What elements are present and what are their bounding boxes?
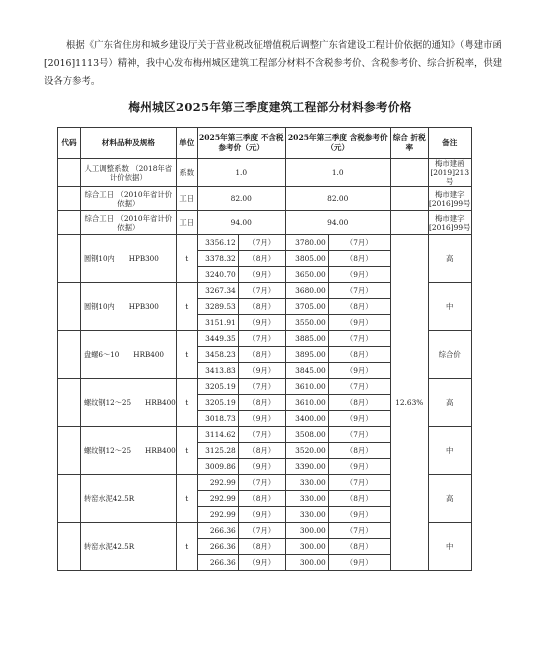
header-note: 备注 <box>428 128 471 159</box>
note-cell: 中 <box>428 427 471 475</box>
price-ex-tax-month: （7月） <box>238 235 285 251</box>
price-inc-tax-month: （8月） <box>328 491 390 507</box>
price-ex-tax-value: 292.99 <box>197 507 238 523</box>
price-inc-tax-value: 3610.00 <box>285 395 328 411</box>
code-cell <box>58 427 81 475</box>
price-inc-tax-value: 3550.00 <box>285 315 328 331</box>
price-inc-tax-month: （9月） <box>328 507 390 523</box>
rate-cell <box>390 159 428 187</box>
price-inc-tax-month: （7月） <box>328 331 390 347</box>
note-cell: 梅市建函 [2019]213号 <box>428 159 471 187</box>
price-inc-tax-cell: 1.0 <box>285 159 390 187</box>
note-cell: 高 <box>428 235 471 283</box>
rate-cell: 12.63% <box>390 235 428 571</box>
price-ex-tax-month: （8月） <box>238 539 285 555</box>
price-ex-tax-month: （7月） <box>238 283 285 299</box>
material-name-cell: 综合工日 （2010年省计价依据） <box>81 187 177 211</box>
rate-cell <box>390 211 428 235</box>
material-name: 转窑水泥42.5R <box>84 493 135 503</box>
material-name-cell <box>81 283 177 331</box>
price-inc-tax-value: 3508.00 <box>285 427 328 443</box>
intro-paragraph: 根据《广东省住房和城乡建设厅关于营业税改征增值税后调整广东省建设工程计价依据的通知》（粤建市函[2016]1113号）精神，我中心发布梅州城区建筑工程部分材料不含税参考价、含税参考价、综合折税率，供建设各方参考。 <box>44 40 503 87</box>
code-cell <box>58 523 81 571</box>
price-inc-tax-value: 330.00 <box>285 507 328 523</box>
price-inc-tax-month: （9月） <box>328 411 390 427</box>
price-ex-tax-value: 3151.91 <box>197 315 238 331</box>
price-inc-tax-cell: 82.00 <box>285 187 390 211</box>
rate-cell <box>390 187 428 211</box>
code-cell <box>58 211 81 235</box>
price-inc-tax-value: 3400.00 <box>285 411 328 427</box>
price-inc-tax-month: （7月） <box>328 523 390 539</box>
price-inc-tax-month: （8月） <box>328 539 390 555</box>
price-ex-tax-month: （7月） <box>238 523 285 539</box>
price-inc-tax-month: （8月） <box>328 347 390 363</box>
price-inc-tax-month: （8月） <box>328 251 390 267</box>
price-inc-tax-value: 3705.00 <box>285 299 328 315</box>
code-cell <box>58 283 81 331</box>
price-ex-tax-month: （8月） <box>238 299 285 315</box>
unit-cell: 工日 <box>176 211 197 235</box>
price-ex-tax-month: （9月） <box>238 459 285 475</box>
price-ex-tax-value: 3458.23 <box>197 347 238 363</box>
price-ex-tax-month: （9月） <box>238 411 285 427</box>
unit-cell: t <box>176 475 197 523</box>
price-inc-tax-month: （9月） <box>328 555 390 571</box>
header-price-inc-tax: 2025年第三季度 含税参考价（元） <box>285 128 390 159</box>
code-cell <box>58 187 81 211</box>
material-name: 螺纹钢12～25 <box>84 445 132 455</box>
material-grade: HRB400 <box>145 445 176 455</box>
price-ex-tax-value: 266.36 <box>197 555 238 571</box>
material-name-cell <box>81 379 177 427</box>
price-inc-tax-value: 330.00 <box>285 491 328 507</box>
price-inc-tax-value: 300.00 <box>285 539 328 555</box>
unit-cell: t <box>176 523 197 571</box>
unit-cell: t <box>176 331 197 379</box>
table-body <box>58 159 472 571</box>
price-ex-tax-month: （9月） <box>238 555 285 571</box>
price-ex-tax-value: 3289.53 <box>197 299 238 315</box>
unit-cell: t <box>176 427 197 475</box>
price-inc-tax-month: （9月） <box>328 363 390 379</box>
price-inc-tax-value: 3390.00 <box>285 459 328 475</box>
material-grade: HRB400 <box>133 349 164 359</box>
price-inc-tax-value: 3885.00 <box>285 331 328 347</box>
table-title: 梅州城区2025年第三季度建筑工程部分材料参考价格 <box>128 100 412 114</box>
material-name: 圆钢10内 <box>84 253 115 263</box>
note-cell: 梅市建字 [2016]99号 <box>428 211 471 235</box>
code-cell <box>58 235 81 283</box>
price-ex-tax-cell: 1.0 <box>197 159 285 187</box>
code-cell <box>58 331 81 379</box>
price-inc-tax-month: （7月） <box>328 235 390 251</box>
price-inc-tax-value: 3845.00 <box>285 363 328 379</box>
price-inc-tax-month: （7月） <box>328 475 390 491</box>
price-inc-tax-month: （9月） <box>328 459 390 475</box>
unit-cell: t <box>176 235 197 283</box>
price-inc-tax-value: 3780.00 <box>285 235 328 251</box>
price-ex-tax-value: 3356.12 <box>197 235 238 251</box>
price-ex-tax-month: （7月） <box>238 379 285 395</box>
price-inc-tax-value: 300.00 <box>285 523 328 539</box>
price-inc-tax-value: 3520.00 <box>285 443 328 459</box>
material-grade: HPB300 <box>128 301 159 311</box>
price-inc-tax-value: 3680.00 <box>285 283 328 299</box>
price-ex-tax-month: （7月） <box>238 331 285 347</box>
price-ex-tax-value: 266.36 <box>197 523 238 539</box>
price-inc-tax-value: 3610.00 <box>285 379 328 395</box>
price-ex-tax-value: 3413.83 <box>197 363 238 379</box>
price-inc-tax-month: （8月） <box>328 299 390 315</box>
material-grade: HPB300 <box>128 253 159 263</box>
header-rate: 综合 折税率 <box>390 128 428 159</box>
price-ex-tax-value: 3125.28 <box>197 443 238 459</box>
material-name: 盘螺6～10 <box>84 349 120 359</box>
price-ex-tax-cell: 82.00 <box>197 187 285 211</box>
price-ex-tax-month: （8月） <box>238 491 285 507</box>
price-ex-tax-month: （9月） <box>238 363 285 379</box>
price-ex-tax-value: 292.99 <box>197 475 238 491</box>
unit-cell: 系数 <box>176 159 197 187</box>
price-ex-tax-cell: 94.00 <box>197 211 285 235</box>
note-cell: 高 <box>428 379 471 427</box>
material-name-cell: 人工调整系数 （2018年省计价依据） <box>81 159 177 187</box>
header-code: 代码 <box>58 128 81 159</box>
price-inc-tax-month: （8月） <box>328 443 390 459</box>
price-ex-tax-month: （8月） <box>238 347 285 363</box>
material-name-cell <box>81 331 177 379</box>
unit-cell: t <box>176 283 197 331</box>
table-row <box>58 187 472 211</box>
price-ex-tax-month: （8月） <box>238 395 285 411</box>
note-cell: 高 <box>428 475 471 523</box>
material-name: 螺纹钢12～25 <box>84 397 132 407</box>
price-inc-tax-value: 3895.00 <box>285 347 328 363</box>
price-inc-tax-cell: 94.00 <box>285 211 390 235</box>
table-row <box>58 159 472 187</box>
price-inc-tax-value: 300.00 <box>285 555 328 571</box>
price-inc-tax-month: （9月） <box>328 267 390 283</box>
price-inc-tax-month: （7月） <box>328 427 390 443</box>
code-cell <box>58 475 81 523</box>
note-cell: 综合价 <box>428 331 471 379</box>
code-cell <box>58 379 81 427</box>
price-ex-tax-value: 3267.34 <box>197 283 238 299</box>
price-ex-tax-month: （9月） <box>238 507 285 523</box>
note-cell: 中 <box>428 283 471 331</box>
material-name-cell <box>81 523 177 571</box>
table-row <box>58 211 472 235</box>
material-name: 转窑水泥42.5R <box>84 541 135 551</box>
price-ex-tax-month: （7月） <box>238 427 285 443</box>
material-name-cell <box>81 235 177 283</box>
price-table <box>57 127 472 571</box>
note-cell: 梅市建字 [2016]99号 <box>428 187 471 211</box>
price-ex-tax-value: 3018.73 <box>197 411 238 427</box>
unit-cell: 工日 <box>176 187 197 211</box>
price-ex-tax-month: （9月） <box>238 315 285 331</box>
material-name-cell <box>81 475 177 523</box>
price-ex-tax-value: 3205.19 <box>197 395 238 411</box>
price-inc-tax-month: （8月） <box>328 395 390 411</box>
price-ex-tax-value: 3240.70 <box>197 267 238 283</box>
material-name: 圆钢10内 <box>84 301 115 311</box>
material-name-cell <box>81 427 177 475</box>
header-unit: 单位 <box>176 128 197 159</box>
price-inc-tax-month: （7月） <box>328 379 390 395</box>
header-price-ex-tax: 2025年第三季度 不含税参考价（元） <box>197 128 285 159</box>
price-ex-tax-value: 3114.62 <box>197 427 238 443</box>
price-ex-tax-value: 292.99 <box>197 491 238 507</box>
price-ex-tax-value: 3205.19 <box>197 379 238 395</box>
table-row <box>58 235 472 251</box>
header-name: 材料品种及规格 <box>81 128 177 159</box>
unit-cell: t <box>176 379 197 427</box>
price-ex-tax-value: 3009.86 <box>197 459 238 475</box>
price-inc-tax-value: 3805.00 <box>285 251 328 267</box>
price-ex-tax-month: （8月） <box>238 443 285 459</box>
price-ex-tax-month: （8月） <box>238 251 285 267</box>
price-ex-tax-value: 3449.35 <box>197 331 238 347</box>
material-grade: HRB400 <box>145 397 176 407</box>
price-inc-tax-value: 3650.00 <box>285 267 328 283</box>
price-inc-tax-month: （9月） <box>328 315 390 331</box>
material-name-cell: 综合工日 （2010年省计价依据） <box>81 211 177 235</box>
price-ex-tax-month: （7月） <box>238 475 285 491</box>
code-cell <box>58 159 81 187</box>
price-ex-tax-value: 266.36 <box>197 539 238 555</box>
note-cell: 中 <box>428 523 471 571</box>
price-inc-tax-value: 330.00 <box>285 475 328 491</box>
price-inc-tax-month: （7月） <box>328 283 390 299</box>
price-ex-tax-value: 3378.32 <box>197 251 238 267</box>
price-ex-tax-month: （9月） <box>238 267 285 283</box>
